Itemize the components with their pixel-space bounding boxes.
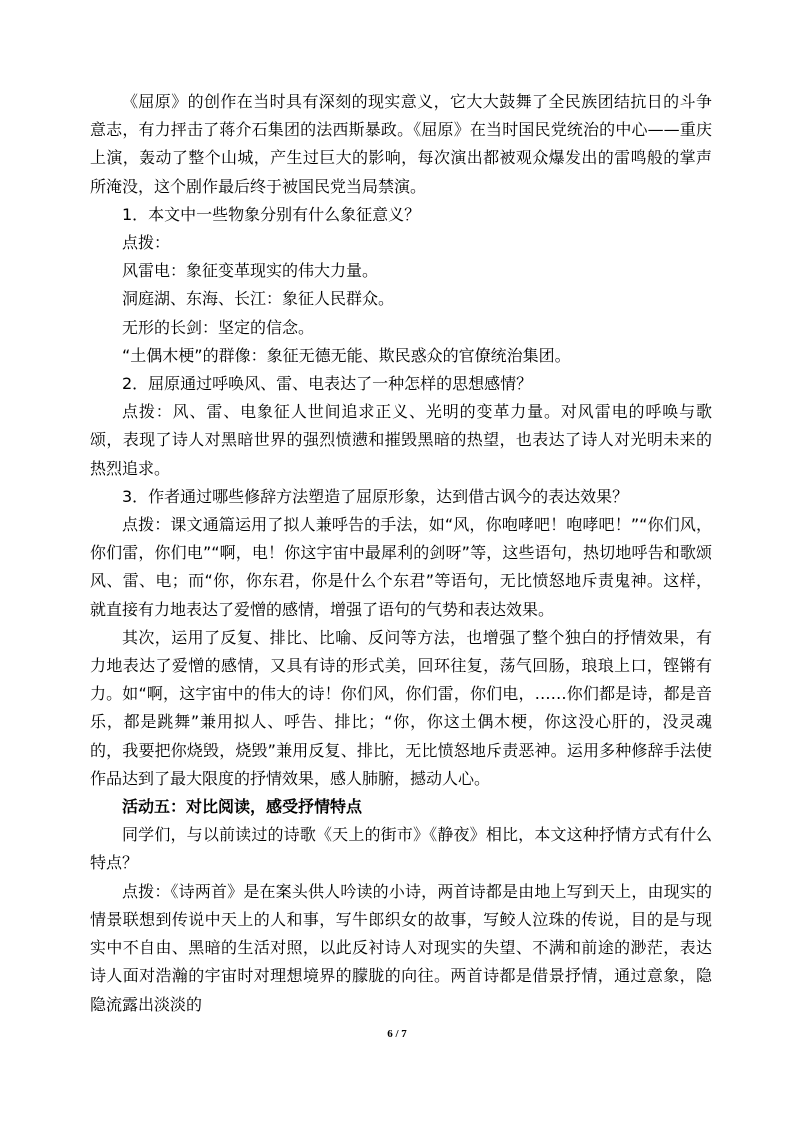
symbol-invisible-sword: 无形的长剑：坚定的信念。: [122, 317, 315, 337]
question-1: 1．本文中一些物象分别有什么象征意义？: [122, 204, 421, 224]
page-number: 6 / 7: [387, 1028, 407, 1040]
hint-label: 点拨：: [122, 233, 171, 253]
document-body: [90, 88, 712, 1019]
paragraph-rhetoric: 其次，运用了反复、排比、比喻、反问等方法，也增强了整个独白的抒情效果，有力地表达了爱憎的感情，又具有诗的形式美，回环往复，荡气回肠，琅琅上口，铿锵有力。如“啊，这宇宙中的伟大的诗！你们风，你们雷，你们电，……你们都是诗，都是音乐，都是跳舞”兼用拟人、呼告、排比；“你，你这土偶木梗，你这没心肝的，没灵魂的，我要把你烧毁，烧毁”兼用反复、排比，无比愤怒地斥责恶神。运用多种修辞手法使作品达到了最大限度的抒情效果，感人肺腑，撼动人心。: [90, 627, 712, 788]
symbol-clay-idols: “土偶木梗”的群像：象征无德无能、欺民惑众的官僚统治集团。: [122, 345, 571, 365]
hint-answer-2: 点拨：风、雷、电象征人世间追求正义、光明的变革力量。对风雷电的呼唤与歌颂，表现了诗人对黑暗世界的强烈愤懑和摧毁黑暗的热望，也表达了诗人对光明未来的热烈追求。: [90, 402, 712, 478]
paragraph-qu-yuan-significance: 《屈原》的创作在当时具有深刻的现实意义，它大大鼓舞了全民族团结抗日的斗争意志，有力抨击了蒋介石集团的法西斯暴政。《屈原》在当时国民党统治的中心——重庆上演，轰动了整个山城，产生过巨大的影响，每次演出都被观众爆发出的雷鸣般的掌声所淹没，这个剧作最后终于被国民党当局禁演。: [90, 92, 712, 196]
question-2: 2．屈原通过呼唤风、雷、电表达了一种怎样的思想感情？: [122, 374, 533, 394]
hint-answer-3: 点拨：课文通篇运用了拟人兼呼告的手法，如“风，你咆哮吧！咆哮吧！”“你们风，你们雷，你们电”“啊，电！你这宇宙中最犀利的剑呀”等，这些语句，热切地呼告和歌颂风、雷、电；而“你，你东君，你是什么个东君”等语句，无比愤怒地斥责鬼神。这样，就直接有力地表达了爱憎的感情，增强了语句的气势和表达效果。: [90, 515, 712, 619]
question-3: 3．作者通过哪些修辞方法塑造了屈原形象，达到借古讽今的表达效果？: [122, 486, 629, 506]
symbol-wind-thunder-lightning: 风雷电：象征变革现实的伟大力量。: [122, 261, 379, 281]
activity-5-question: 同学们，与以前读过的诗歌《天上的街市》《静夜》相比，本文这种抒情方式有什么特点？: [90, 825, 712, 873]
activity-5-hint: 点拨：《诗两首》是在案头供人吟读的小诗，两首诗都是由地上写到天上，由现实的情景联想到传说中天上的人和事，写牛郎织女的故事，写鲛人泣珠的传说，目的是与现实中不自由、黑暗的生活对照，以此反衬诗人对现实的失望、不满和前途的渺茫，表达诗人面对浩瀚的宇宙时对理想境界的朦胧的向往。两首诗都是借景抒情，通过意象，隐隐流露出淡淡的: [90, 881, 712, 1014]
symbol-lakes-rivers: 洞庭湖、东海、长江：象征人民群众。: [122, 289, 395, 309]
activity-5-heading: 活动五：对比阅读，感受抒情特点: [122, 797, 363, 817]
